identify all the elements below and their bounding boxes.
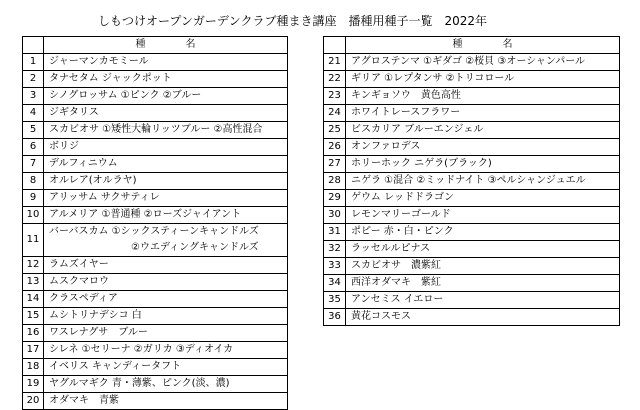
table-row <box>23 274 288 291</box>
header-name-char-1: 種 <box>135 39 146 50</box>
seed-name <box>44 224 288 257</box>
table-row <box>23 257 288 274</box>
seed-name: ジギタリス <box>44 105 288 122</box>
seed-name: ホワイトレースフラワー <box>346 105 620 122</box>
table-row <box>324 122 620 139</box>
header-name-char-2: 名 <box>502 39 513 50</box>
row-number: 30 <box>324 207 346 224</box>
page-title: しもつけオープンガーデンクラブ種まき講座 播種用種子一覧 2022年 <box>98 14 487 28</box>
row-number: 29 <box>324 190 346 207</box>
table-row <box>324 224 620 241</box>
table-row <box>23 54 288 71</box>
row-number: 6 <box>23 139 44 156</box>
seed-name: ムシトリナデシコ 白 <box>44 308 288 325</box>
seed-name: シレネ ①セリーナ ②ガリカ ③ディオイカ <box>44 342 288 359</box>
header-name-cell <box>44 37 288 54</box>
seed-name: アリッサム サクサティレ <box>44 190 288 207</box>
seed-name: ゲウム レッドドラゴン <box>346 190 620 207</box>
table-row <box>324 258 620 275</box>
row-number: 35 <box>324 292 346 309</box>
table-row <box>324 275 620 292</box>
table-row <box>23 139 288 156</box>
seed-name: アルメリア ①普通種 ②ローズジャイアント <box>44 207 288 224</box>
seed-name: ポピー 赤・白・ピンク <box>346 224 620 241</box>
row-number: 15 <box>23 308 44 325</box>
seed-name: ヤグルマギク 青・薄紫、ピンク(淡、濃) <box>44 376 288 393</box>
row-number: 17 <box>23 342 44 359</box>
seed-name: 黄花コスモス <box>346 309 620 326</box>
seed-name: ボリジ <box>44 139 288 156</box>
row-number: 1 <box>23 54 44 71</box>
row-number: 5 <box>23 122 44 139</box>
header-name-cell <box>346 37 620 54</box>
seed-table-right <box>323 36 620 326</box>
seed-name: ジャーマンカモミール <box>44 54 288 71</box>
table-row <box>324 105 620 122</box>
table-row <box>23 122 288 139</box>
table-row <box>324 309 620 326</box>
row-number: 28 <box>324 173 346 190</box>
row-number: 31 <box>324 224 346 241</box>
table-row <box>23 291 288 308</box>
row-number: 22 <box>324 71 346 88</box>
seed-name: デルフィニウム <box>44 156 288 173</box>
row-number: 33 <box>324 258 346 275</box>
table-row <box>324 173 620 190</box>
row-number: 20 <box>23 393 44 410</box>
table-row <box>23 88 288 105</box>
table-row <box>23 308 288 325</box>
seed-name: オルレア(オルラヤ) <box>44 173 288 190</box>
table-row <box>324 139 620 156</box>
row-number: 24 <box>324 105 346 122</box>
seed-name: ビスカリア ブルーエンジェル <box>346 122 620 139</box>
row-number: 8 <box>23 173 44 190</box>
row-number: 2 <box>23 71 44 88</box>
seed-name: アグロステンマ ①ギダゴ ②桜貝 ③オーシャンパール <box>346 54 620 71</box>
seed-name: ラムズイヤー <box>44 257 288 274</box>
row-number: 16 <box>23 325 44 342</box>
header-no-cell <box>23 37 44 54</box>
row-number: 3 <box>23 88 44 105</box>
row-number: 7 <box>23 156 44 173</box>
seed-name: スカビオサ ①矮性大輪リッツブルー ②高性混合 <box>44 122 288 139</box>
row-number: 10 <box>23 207 44 224</box>
header-no-cell <box>324 37 346 54</box>
table-row <box>23 71 288 88</box>
seed-name: レモンマリーゴールド <box>346 207 620 224</box>
table-row <box>324 207 620 224</box>
row-number: 4 <box>23 105 44 122</box>
table-row <box>23 190 288 207</box>
table-row <box>324 88 620 105</box>
row-number: 13 <box>23 274 44 291</box>
table-row <box>23 376 288 393</box>
seed-name: ラッセルルピナス <box>346 241 620 258</box>
header-name-char-1: 種 <box>452 39 463 50</box>
row-number: 25 <box>324 122 346 139</box>
table-row <box>23 207 288 224</box>
table-row <box>324 292 620 309</box>
row-number: 18 <box>23 359 44 376</box>
table-row <box>23 156 288 173</box>
row-number: 14 <box>23 291 44 308</box>
seed-name: アンセミス イエロー <box>346 292 620 309</box>
seed-table-left <box>22 36 288 410</box>
table-row <box>23 359 288 376</box>
table-row <box>324 54 620 71</box>
seed-name: クラスペディア <box>44 291 288 308</box>
seed-name: スカビオサ 濃紫紅 <box>346 258 620 275</box>
table-row <box>23 224 288 257</box>
table-row <box>324 156 620 173</box>
row-number: 11 <box>23 224 44 257</box>
table-row <box>324 241 620 258</box>
row-number: 26 <box>324 139 346 156</box>
row-number: 36 <box>324 309 346 326</box>
seed-name-line-2: ②ウエディングキャンドルズ <box>131 242 259 253</box>
table-row <box>23 173 288 190</box>
seed-name: シノグロッサム ①ピンク ②ブルー <box>44 88 288 105</box>
seed-name-line-1: バーバスカム ①シックスティーンキャンドルズ <box>49 226 259 237</box>
table-header-row <box>23 37 288 54</box>
row-number: 19 <box>23 376 44 393</box>
seed-name: キンギョソウ 黄色高性 <box>346 88 620 105</box>
seed-name: 西洋オダマキ 紫紅 <box>346 275 620 292</box>
row-number: 27 <box>324 156 346 173</box>
seed-name: タナセタム ジャックポット <box>44 71 288 88</box>
header-name-char-2: 名 <box>185 39 196 50</box>
table-row <box>23 325 288 342</box>
row-number: 32 <box>324 241 346 258</box>
seed-name: ホリーホック ニゲラ(ブラック) <box>346 156 620 173</box>
row-number: 12 <box>23 257 44 274</box>
row-number: 34 <box>324 275 346 292</box>
row-number: 23 <box>324 88 346 105</box>
seed-name: ニゲラ ①混合 ②ミッドナイト ③ペルシャンジュエル <box>346 173 620 190</box>
table-header-row <box>324 37 620 54</box>
table-row <box>23 393 288 410</box>
seed-name: オダマキ 青紫 <box>44 393 288 410</box>
row-number: 21 <box>324 54 346 71</box>
table-row <box>324 71 620 88</box>
seed-name: ギリア ①レプタンサ ②トリコロール <box>346 71 620 88</box>
row-number: 9 <box>23 190 44 207</box>
table-row <box>324 190 620 207</box>
seed-name: ムスクマロウ <box>44 274 288 291</box>
seed-name: ワスレナグサ ブルー <box>44 325 288 342</box>
seed-name: オンファロデス <box>346 139 620 156</box>
table-row <box>23 105 288 122</box>
seed-name: イベリス キャンディータフト <box>44 359 288 376</box>
table-row <box>23 342 288 359</box>
